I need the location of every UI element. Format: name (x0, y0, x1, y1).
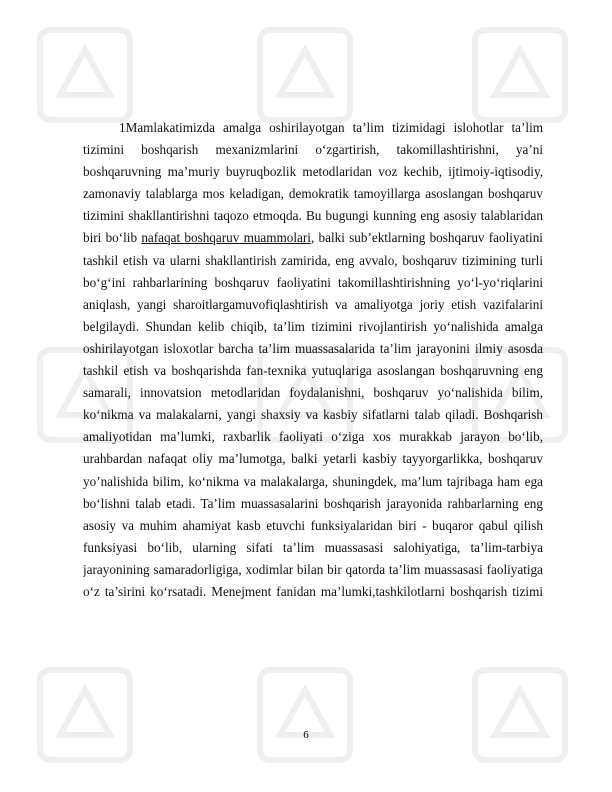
paragraph-line: amaliyotidan ma’lumki, raxbarlik faoliyati o‘ziga xos murakkab jarayon bo‘lib, (83, 429, 543, 445)
watermark-logo-icon (470, 25, 570, 125)
paragraph-line: belgilaydi. Shundan kelib chiqib, ta’lim tizimini rivojlantirish yo‘nalishida amalga (83, 318, 543, 334)
paragraph-line: oshirilayotgan isloxotlar barcha ta’lim muassasalarida ta’lim jarayonini ilmiy asosda (83, 340, 543, 356)
paragraph-line: zamonaviy talablarga mos keladigan, demokratik tamoyillarga asoslangan boshqaruv (83, 186, 543, 202)
body-paragraph (83, 117, 543, 603)
watermark-logo-icon (255, 25, 355, 125)
paragraph-line: urahbardan nafaqat oliy ma’lumotga, balki yetarli kasbiy tayyorgarlikka, boshqaruv (83, 451, 543, 467)
paragraph-line: yo’nalishida bilim, ko‘nikma va malakalarga, shuningdek, ma’lum tajribaga ham ega (83, 473, 543, 489)
watermark-logo-icon (255, 665, 355, 765)
watermark-logo-icon (470, 665, 570, 765)
watermark-logo-icon (35, 665, 135, 765)
paragraph-line: tizimini boshqarish mexanizmlarini o‘zgartirish, takomillashtirishni, ya’ni (83, 142, 543, 158)
paragraph-line (83, 227, 543, 249)
paragraph-line: ko‘nikma va malakalarni, yangi shaxsiy va kasbiy sifatlarni talab qiladi. Boshqarish (83, 407, 543, 423)
line-text: biri bo‘lib (83, 230, 142, 246)
paragraph-line: o‘z ta’sirini ko‘rsatadi. Menejment fanidan ma’lumki,tashkilotlarni boshqarish tizimi (83, 583, 543, 599)
paragraph-line: samarali, innovatsion metodlaridan foydalanishni, boshqaruv yo‘nalishida bilim, (83, 385, 543, 401)
paragraph-line: 1Mamlakatimizda amalga oshirilayotgan ta’lim tizimidagi islohotlar ta’lim (119, 120, 543, 135)
paragraph-line: bo‘g‘ini rahbarlarining boshqaruv faoliyatini takomillashtirishning yo‘l-yo‘riqlarini (83, 274, 543, 290)
paragraph-line: funksiyasi bo‘lib, ularning sifati ta’lim muassasasi salohiyatiga, ta’lim-tarbiya (83, 539, 543, 555)
underlined-phrase: nafaqat boshqaruv muammolari (141, 230, 311, 246)
line-text: , balki sub’ektlarning boshqaruv faoliyatini (310, 230, 543, 246)
paragraph-line: tashkil etish va ularni shakllantirish zamirida, eng avvalo, boshqaruv tizimining turli (83, 252, 543, 268)
paragraph-line: aniqlash, yangi sharoitlargamuvofiqlashtirish va amaliyotga joriy etish vazifalarini (83, 296, 543, 312)
paragraph-line: tizimini shakllantirishni taqozo etmoqda. Bu bugungi kunning eng asosiy talablaridan (83, 208, 543, 224)
watermark-logo-icon (35, 25, 135, 125)
paragraph-line: tashkil etish va boshqarishda fan-texnika yutuqlariga asoslangan boshqaruvning eng (83, 363, 543, 379)
paragraph-line: bo‘lishni talab etadi. Ta’lim muassasalarini boshqarish jarayonida rahbarlarning eng (83, 495, 543, 511)
paragraph-line: asosiy va muhim ahamiyat kasb etuvchi funksiyalaridan biri - buqaror qabul qilish (83, 517, 543, 533)
paragraph-line: boshqaruvning ma’muriy buyruqbozlik metodlaridan voz kechib, ijtimoiy-iqtisodiy, (83, 164, 543, 180)
paragraph-line: jarayonining samaradorligiga, xodimlar bilan bir qatorda ta’lim muassasasi faoliyatiga (83, 561, 543, 577)
page-number: 6 (303, 729, 309, 741)
